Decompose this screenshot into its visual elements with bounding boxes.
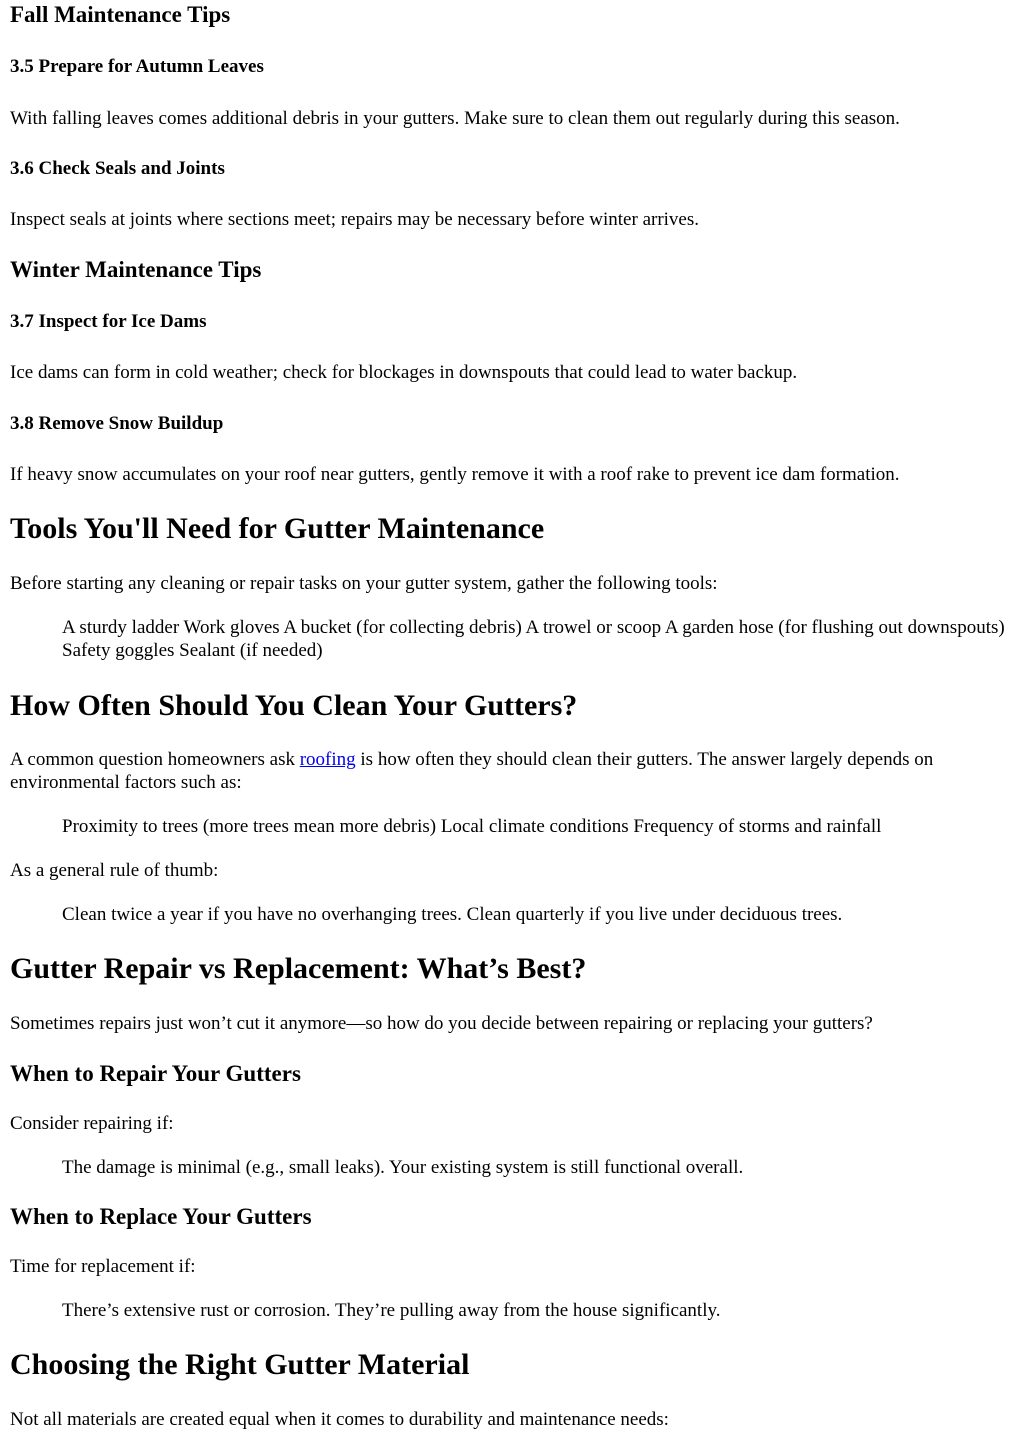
- replace-text: There’s extensive rust or corrosion. They’re pulling away from the house significantly.: [62, 1300, 721, 1321]
- frequency-intro-before: A common question homeowners ask: [10, 749, 300, 770]
- repair-label: Consider repairing if:: [10, 1113, 174, 1134]
- material-heading: Choosing the Right Gutter Material: [10, 1348, 470, 1381]
- section-3-8-text: If heavy snow accumulates on your roof near gutters, gently remove it with a roof rake to prevent ice dam formation.: [10, 464, 900, 485]
- frequency-factors: Proximity to trees (more trees mean more debris) Local climate conditions Frequency of storms and rainfall: [62, 816, 882, 837]
- winter-maintenance-heading: Winter Maintenance Tips: [10, 257, 262, 282]
- section-3-7-title: 3.7 Inspect for Ice Dams: [10, 311, 207, 332]
- frequency-heading: How Often Should You Clean Your Gutters?: [10, 689, 578, 722]
- rule-of-thumb-text: Clean twice a year if you have no overhanging trees. Clean quarterly if you live under deciduous trees.: [62, 904, 843, 925]
- replace-label: Time for replacement if:: [10, 1256, 196, 1277]
- repair-text: The damage is minimal (e.g., small leaks). Your existing system is still functional overall.: [62, 1157, 744, 1178]
- rule-of-thumb-label: As a general rule of thumb:: [10, 860, 219, 881]
- section-3-5-text: With falling leaves comes additional debris in your gutters. Make sure to clean them out regularly during this season.: [10, 108, 900, 129]
- section-3-6-text: Inspect seals at joints where sections meet; repairs may be necessary before winter arrives.: [10, 209, 700, 230]
- section-3-8-title: 3.8 Remove Snow Buildup: [10, 413, 224, 434]
- tools-list: A sturdy ladder Work gloves A bucket (for collecting debris) A trowel or scoop A garden hose (for flushing out downspouts) Safety goggles Sealant (if needed): [62, 617, 1005, 661]
- section-3-6-title: 3.6 Check Seals and Joints: [10, 158, 225, 179]
- section-3-7-text: Ice dams can form in cold weather; check for blockages in downspouts that could lead to water backup.: [10, 362, 798, 383]
- tools-intro: Before starting any cleaning or repair tasks on your gutter system, gather the following tools:: [10, 573, 718, 594]
- tools-heading: Tools You'll Need for Gutter Maintenance: [10, 512, 545, 545]
- repair-vs-replace-heading: Gutter Repair vs Replacement: What’s Best?: [10, 952, 587, 985]
- frequency-intro-after: is how often they should clean their gutters. The answer largely depends on environmental factors such as:: [10, 749, 934, 793]
- roofing-link[interactable]: roofing: [299, 749, 356, 770]
- repair-vs-replace-intro: Sometimes repairs just won’t cut it anymore—so how do you decide between repairing or replacing your gutters?: [10, 1013, 873, 1034]
- section-3-5-title: 3.5 Prepare for Autumn Leaves: [10, 56, 264, 77]
- when-to-repair-heading: When to Repair Your Gutters: [10, 1061, 301, 1086]
- fall-maintenance-heading: Fall Maintenance Tips: [10, 2, 231, 27]
- when-to-replace-heading: When to Replace Your Gutters: [10, 1204, 312, 1229]
- material-intro: Not all materials are created equal when it comes to durability and maintenance needs:: [10, 1409, 669, 1430]
- frequency-intro: [10, 748, 1022, 794]
